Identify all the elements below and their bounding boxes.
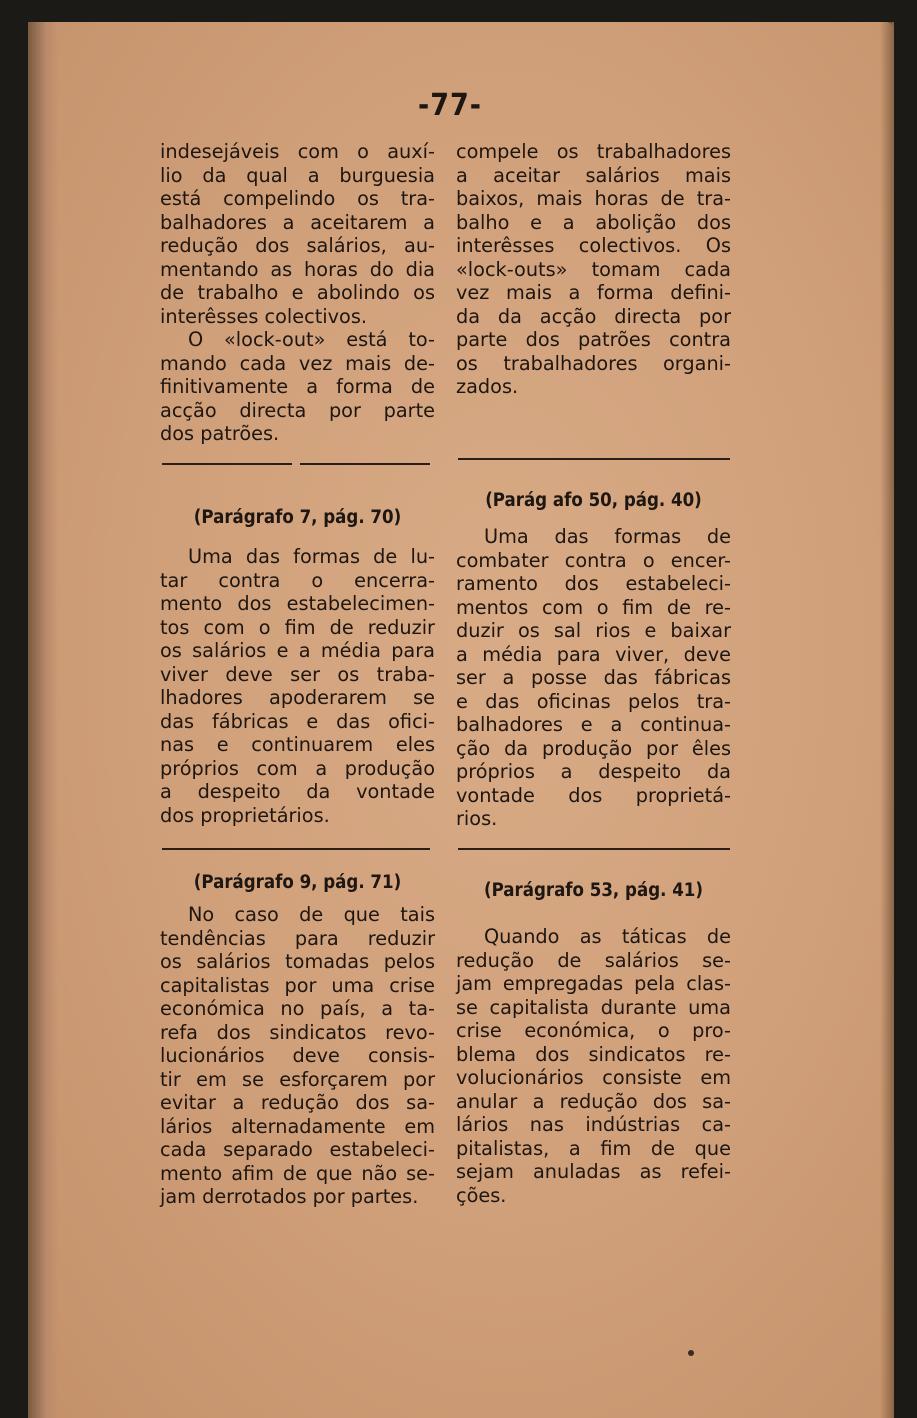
text-line: dos proprietários. [160,803,330,827]
left-section-2 [160,507,435,528]
text-line: tos com o fim de reduzir [160,615,435,639]
text-line: refa dos sindicatos revo- [160,1020,435,1044]
text-line: se capitalista durante uma [456,995,731,1019]
text-line: próprios com a produção [160,756,435,780]
text-line: jam derrotados por partes. [160,1185,419,1208]
text-line: capitalistas por uma crise [160,973,435,997]
text-line: das fábricas e das ofici- [160,709,435,733]
left-heading-2: (Parágrafo 7, pág. 70) [193,507,402,528]
text-line: interêsses colectivos. Os [456,234,731,257]
text-line: jam empregadas pela clas- [456,972,731,995]
text-line: mando cada vez mais de- [160,351,435,375]
text-line: mentos com o fim de re- [456,595,731,619]
text-line: próprios a despeito da [456,760,731,783]
text-line: lários alternadamente em [160,1114,435,1138]
text-line: redução dos salários, au- [160,234,435,257]
right-section-2 [456,490,731,511]
text-line: Uma das formas de lu- [188,545,435,568]
text-line: ções. [456,1183,507,1207]
page-gutter-shadow [28,22,58,1418]
text-line: acção directa por parte [160,398,435,422]
left-paragraph-4 [160,903,435,1209]
text-line: duzir os sal rios e baixar [456,619,731,642]
text-line: finitivamente a forma de [160,375,435,398]
text-line: Uma das formas de [484,525,731,548]
ink-spot [688,1350,694,1356]
separator-rule [458,848,730,850]
text-line: lio da qual a burguesia [160,163,435,187]
text-line: blema dos sindicatos re- [456,1042,731,1066]
text-line: tir em se esforçarem por [160,1067,435,1091]
text-line: da da acção directa por [456,304,731,328]
right-paragraph-1 [456,140,731,399]
text-line: os salários e a média para [160,639,435,662]
text-line: dos patrões. [160,422,280,445]
text-line: «lock-outs» tomam cada [456,257,731,281]
text-line: vez mais a forma defini- [456,281,731,304]
text-line: sejam anuladas as refei- [456,1160,731,1183]
page-number: -77- [418,88,482,123]
text-line: balho e a abolição dos [456,210,731,234]
text-line: e das oficinas pelos tra- [456,689,731,713]
text-line: interêsses colectivos. [160,304,368,328]
text-line: os trabalhadores organi- [456,351,731,375]
text-line: mento afim de que não se- [160,1161,435,1185]
text-line: lucionários deve consis- [160,1044,435,1067]
text-line: os salários tomadas pelos [160,950,435,973]
text-line: crise económica, o pro- [456,1019,731,1042]
right-paragraph-4 [456,925,731,1207]
right-paragraph-3 [456,525,731,831]
text-line: parte dos patrões contra [456,328,731,351]
text-line: evitar a redução dos sa- [160,1091,435,1114]
left-block-4 [160,903,435,1209]
right-heading-3: (Parágrafo 53, pág. 41) [483,880,703,901]
left-paragraph-2 [160,328,435,446]
right-block-3 [456,525,731,831]
separator-rule [162,463,292,465]
left-block-3 [160,545,435,827]
left-block-1 [160,140,435,446]
left-paragraph-1 [160,140,435,328]
text-line: cada separado estabeleci- [160,1138,435,1161]
page-edge-shadow [880,22,894,1418]
text-line: a despeito da vontade [160,780,435,803]
text-line: económica no país, a ta- [160,997,435,1020]
text-line: ramento dos estabeleci- [456,572,731,595]
text-line: mentando as horas do dia [160,257,435,281]
text-line: nas e continuarem eles [160,733,435,756]
text-line: anular a redução dos sa- [456,1089,731,1113]
text-line: mento dos estabelecimen- [160,592,435,615]
left-section-3 [160,872,435,893]
text-line: Quando as táticas de [484,925,731,948]
text-line: combater contra o encer- [456,548,731,572]
right-block-4 [456,925,731,1207]
text-line: O «lock-out» está to- [188,328,435,351]
text-line: baixos, mais horas de tra- [456,187,731,210]
text-line: redução de salários se- [456,948,731,972]
text-line: indesejáveis com o auxí- [160,140,435,163]
text-line: ção da produção por êles [456,736,731,760]
separator-rule [300,463,430,465]
text-line: tar contra o encerra- [160,568,435,592]
right-block-1 [456,140,731,399]
separator-rule [458,458,730,460]
text-line: a média para viver, deve [456,642,731,666]
right-heading-2: (Parág afo 50, pág. 40) [485,490,702,511]
right-section-3 [456,880,731,901]
text-line: balhadores a aceitarem a [160,210,435,234]
separator-rule [162,848,430,850]
text-line: zados. [456,375,519,398]
text-line: viver deve ser os traba- [160,662,435,686]
text-line: lários nas indústrias ca- [456,1113,731,1136]
text-line: balhadores e a continua- [456,713,731,736]
text-line: No caso de que tais [188,903,435,926]
text-line: está compelindo os tra- [160,187,435,210]
text-line: a aceitar salários mais [456,163,731,187]
left-paragraph-3 [160,545,435,827]
text-line: ser a posse das fábricas [456,666,731,689]
text-line: de trabalho e abolindo os [160,281,435,304]
text-line: volucionários consiste em [456,1066,731,1089]
text-line: rios. [456,807,498,830]
text-line: compele os trabalhadores [456,140,731,163]
text-line: tendências para reduzir [160,926,435,950]
text-line: pitalistas, a fim de que [456,1136,731,1160]
text-line: lhadores apoderarem se [160,686,435,709]
text-line: vontade dos proprietá- [456,783,731,807]
left-heading-3: (Parágrafo 9, pág. 71) [193,872,402,893]
